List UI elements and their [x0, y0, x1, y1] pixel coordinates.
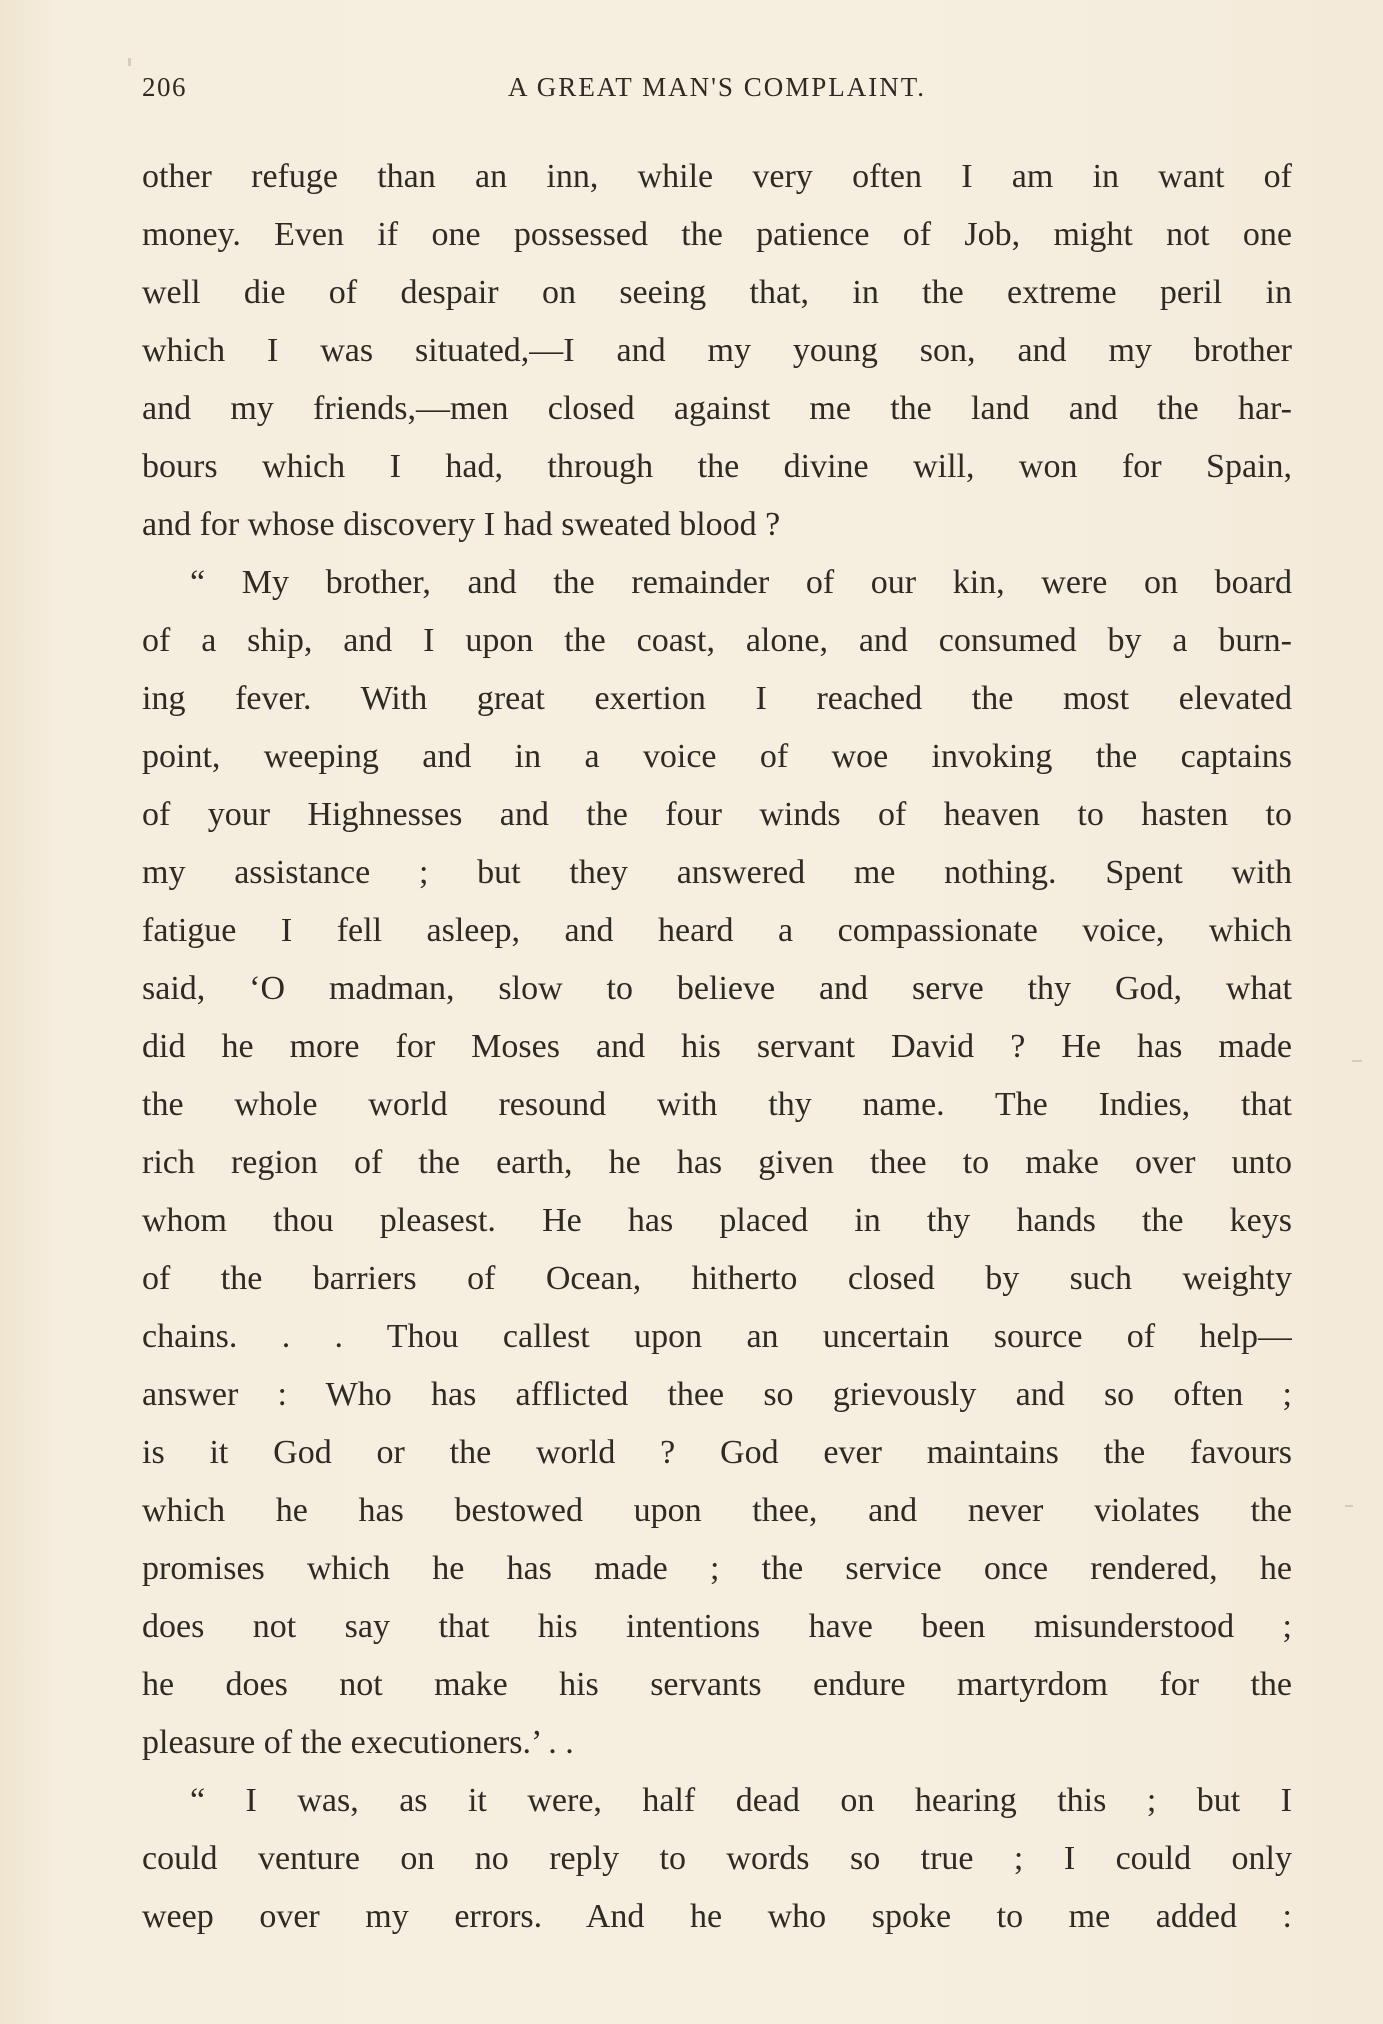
text-line: is it God or the world ? God ever maintains the favours: [142, 1434, 1292, 1471]
text-line: of a ship, and I upon the coast, alone, and consumed by a burn-: [142, 622, 1292, 659]
text-line: point, weeping and in a voice of woe invoking the captains: [142, 738, 1292, 775]
text-line: ing fever. With great exertion I reached the most elevated: [142, 680, 1292, 717]
text-line: of the barriers of Ocean, hitherto closed by such weighty: [142, 1260, 1292, 1297]
text-line: and for whose discovery I had sweated blood ?: [142, 506, 781, 543]
paper-speck: [128, 58, 131, 66]
text-line: the whole world resound with thy name. The Indies, that: [142, 1086, 1292, 1123]
text-line: promises which he has made ; the service once rendered, he: [142, 1550, 1292, 1587]
text-line: does not say that his intentions have been misunderstood ;: [142, 1608, 1292, 1645]
paragraph-start-line: “ My brother, and the remainder of our kin, were on board: [190, 564, 1292, 601]
text-line: pleasure of the executioners.’ . .: [142, 1724, 574, 1761]
text-line: my assistance ; but they answered me nothing. Spent with: [142, 854, 1292, 891]
text-line: fatigue I fell asleep, and heard a compassionate voice, which: [142, 912, 1292, 949]
text-line: weep over my errors. And he who spoke to me added :: [142, 1898, 1292, 1935]
paragraph-start-line: “ I was, as it were, half dead on hearing this ; but I: [190, 1782, 1292, 1819]
text-line: bours which I had, through the divine will, won for Spain,: [142, 448, 1292, 485]
text-line: well die of despair on seeing that, in the extreme peril in: [142, 274, 1292, 311]
text-line: said, ‘O madman, slow to believe and serve thy God, what: [142, 970, 1292, 1007]
running-head: [142, 72, 1292, 112]
body-text: [142, 148, 1292, 1946]
text-line: whom thou pleasest. He has placed in thy hands the keys: [142, 1202, 1292, 1239]
text-line: money. Even if one possessed the patience of Job, might not one: [142, 216, 1292, 253]
paper-speck: [1352, 1060, 1362, 1062]
text-line: other refuge than an inn, while very often I am in want of: [142, 158, 1292, 195]
text-line: rich region of the earth, he has given thee to make over unto: [142, 1144, 1292, 1181]
text-line: did he more for Moses and his servant David ? He has made: [142, 1028, 1292, 1065]
text-line: could venture on no reply to words so true ; I could only: [142, 1840, 1292, 1877]
text-line: and my friends,—men closed against me the land and the har-: [142, 390, 1292, 427]
page-number: 206: [142, 72, 187, 102]
text-line: chains. . . Thou callest upon an uncertain source of help—: [142, 1318, 1292, 1355]
paper-speck: [1345, 1505, 1353, 1507]
text-line: of your Highnesses and the four winds of heaven to hasten to: [142, 796, 1292, 833]
running-title: A GREAT MAN'S COMPLAINT.: [508, 72, 926, 102]
text-line: answer : Who has afflicted thee so grievously and so often ;: [142, 1376, 1292, 1413]
text-line: he does not make his servants endure martyrdom for the: [142, 1666, 1292, 1703]
text-line: which he has bestowed upon thee, and never violates the: [142, 1492, 1292, 1529]
text-line: which I was situated,—I and my young son, and my brother: [142, 332, 1292, 369]
